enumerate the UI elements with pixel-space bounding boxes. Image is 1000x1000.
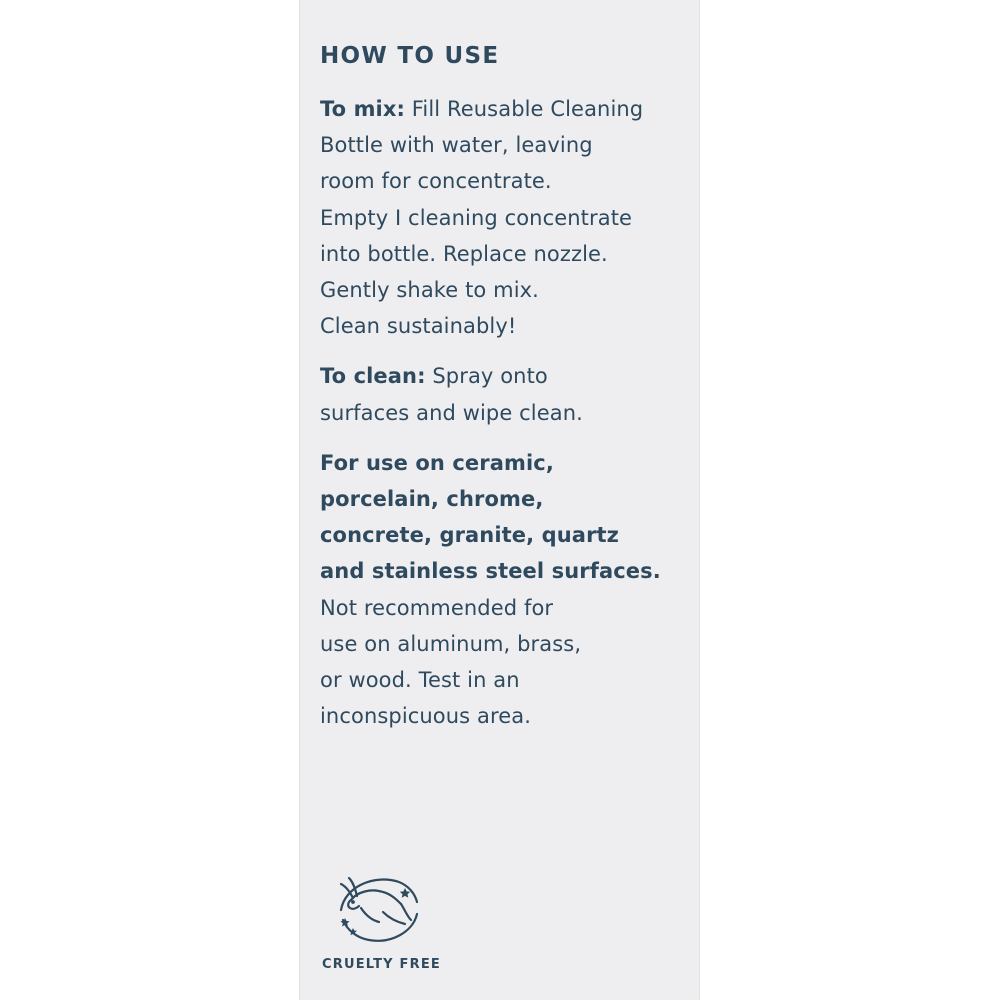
mix-instructions bbox=[320, 91, 690, 344]
instructions bbox=[320, 40, 690, 748]
mix-label: To mix: bbox=[320, 97, 405, 121]
package-side-panel bbox=[299, 0, 700, 1000]
mix-line: Empty I cleaning concentrate bbox=[320, 205, 633, 230]
surfaces-bold-line: concrete, granite, quartz bbox=[320, 523, 619, 548]
leaping-bunny-icon bbox=[331, 870, 425, 946]
surfaces-line: Not recommended for bbox=[320, 595, 554, 620]
clean-text: Spray onto bbox=[425, 364, 548, 389]
surfaces-bold-line: porcelain, chrome, bbox=[320, 487, 544, 512]
surfaces-bold-line: and stainless steel surfaces. bbox=[320, 559, 661, 584]
clean-line: surfaces and wipe clean. bbox=[320, 400, 583, 425]
mix-line: Gently shake to mix. bbox=[320, 278, 539, 303]
clean-line-1 bbox=[320, 358, 690, 394]
surface-instructions bbox=[320, 445, 690, 735]
surfaces-line: inconspicuous area. bbox=[320, 704, 531, 729]
surfaces-line: use on aluminum, brass, bbox=[320, 631, 582, 656]
cruelty-free-label: CRUELTY FREE bbox=[322, 957, 441, 972]
mix-line: Bottle with water, leaving bbox=[320, 133, 593, 158]
mix-line: into bottle. Replace nozzle. bbox=[320, 241, 608, 266]
how-to-use-heading: HOW TO USE bbox=[320, 43, 500, 69]
mix-text: Fill Reusable Cleaning bbox=[405, 97, 644, 121]
mix-line: Clean sustainably! bbox=[320, 314, 517, 339]
clean-instructions bbox=[320, 358, 690, 430]
clean-label: To clean: bbox=[320, 364, 426, 389]
mix-line-1 bbox=[320, 91, 690, 127]
mix-line: room for concentrate. bbox=[320, 169, 552, 194]
surfaces-bold-line: For use on ceramic, bbox=[320, 450, 554, 475]
surfaces-line: or wood. Test in an bbox=[320, 668, 520, 693]
